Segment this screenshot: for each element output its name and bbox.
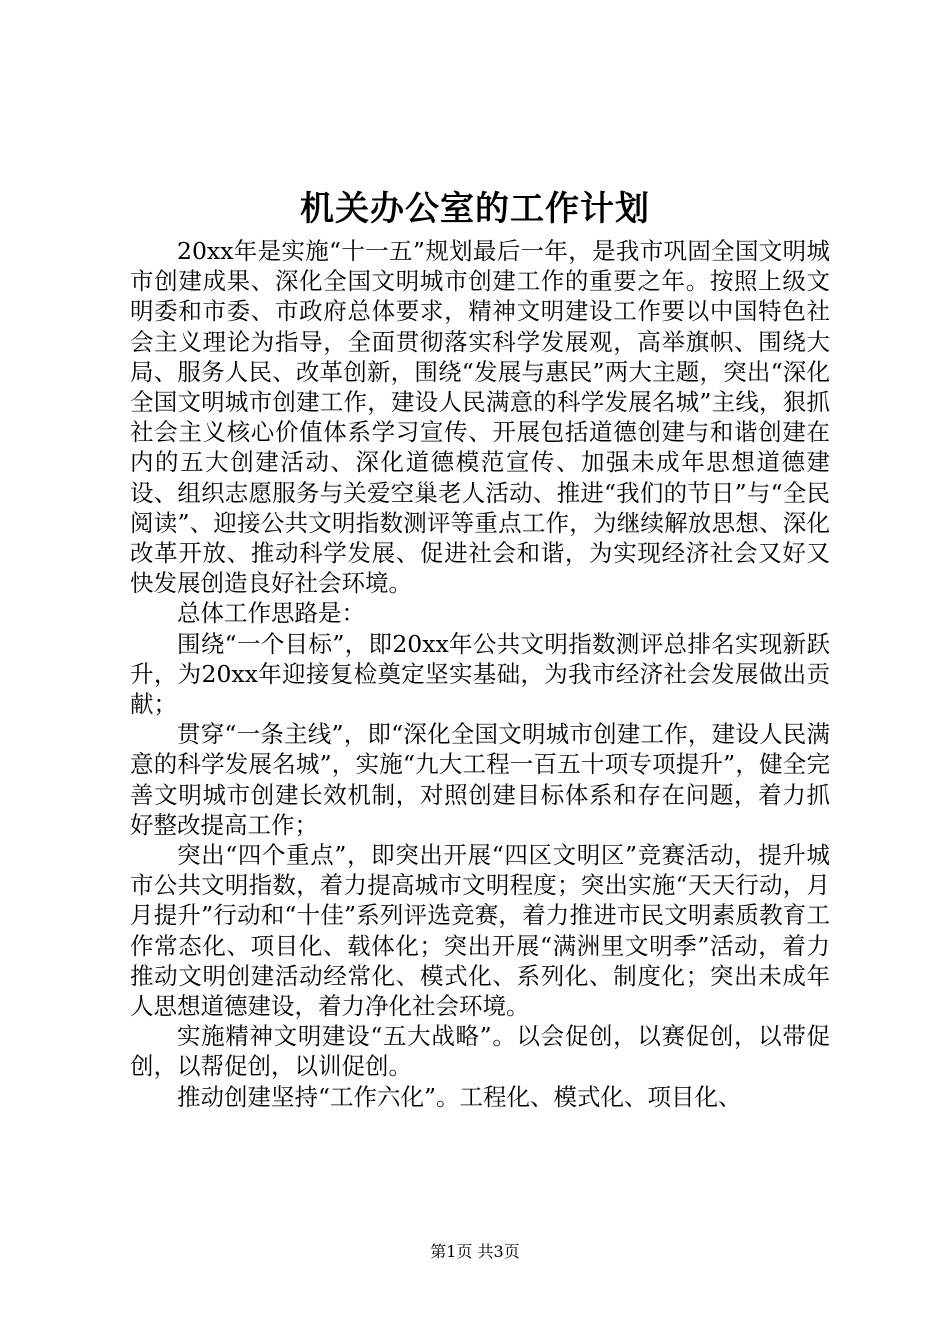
page-footer: 第1页 共3页	[430, 1242, 520, 1261]
paragraph-four-priorities: 突出“四个重点”，即突出开展“四区文明区”竞赛活动，提升城市公共文明指数，着力提高城市文明程度；突出实施“天天行动，月月提升”行动和“十佳”系列评选竞赛，着力推进市民文明素质教育工作常态化、项目化、载体化；突出开展“满洲里文明季”活动，着力推动文明创建活动经常化、模式化、系列化、制度化；突出未成年人思想道德建设，着力净化社会环境。	[130, 841, 830, 1021]
document-body	[130, 236, 830, 1112]
paragraph-one-mainline: 贯穿“一条主线”，即“深化全国文明城市创建工作，建设人民满意的科学发展名城”，实施“九大工程一百五十项专项提升”，健全完善文明城市创建长效机制，对照创建目标体系和存在问题，着力抓好整改提高工作；	[130, 720, 830, 839]
paragraph-one-goal: 围绕“一个目标”，即20xx年公共文明指数测评总排名实现新跃升，为20xx年迎接复检奠定坚实基础，为我市经济社会发展做出贡献；	[130, 629, 830, 719]
paragraph-six-methods: 推动创建坚持“工作六化”。工程化、模式化、项目化、	[177, 1082, 742, 1111]
paragraph-intro: 20xx年是实施“十一五”规划最后一年，是我市巩固全国文明城市创建成果、深化全国文明城市创建工作的重要之年。按照上级文明委和市委、市政府总体要求，精神文明建设工作要以中国特色社会主义理论为指导，全面贯彻落实科学发展观，高举旗帜、围绕大局、服务人民、改革创新，围绕“发展与惠民”两大主题，突出“深化全国文明城市创建工作，建设人民满意的科学发展名城”主线，狠抓社会主义核心价值体系学习宣传、开展包括道德创建与和谐创建在内的五大创建活动、深化道德模范宣传、加强未成年思想道德建设、组织志愿服务与关爱空巢老人活动、推进“我们的节日”与“全民阅读”、迎接公共文明指数测评等重点工作，为继续解放思想、深化改革开放、推动科学发展、促进社会和谐，为实现经济社会又好又快发展创造良好社会环境。	[130, 237, 830, 598]
paragraph-overall-approach: 总体工作思路是：	[177, 599, 365, 628]
document-title: 机关办公室的工作计划	[300, 189, 650, 229]
paragraph-five-strategies: 实施精神文明建设“五大战略”。以会促创，以赛促创，以带促创，以帮促创，以训促创。	[130, 1022, 830, 1081]
